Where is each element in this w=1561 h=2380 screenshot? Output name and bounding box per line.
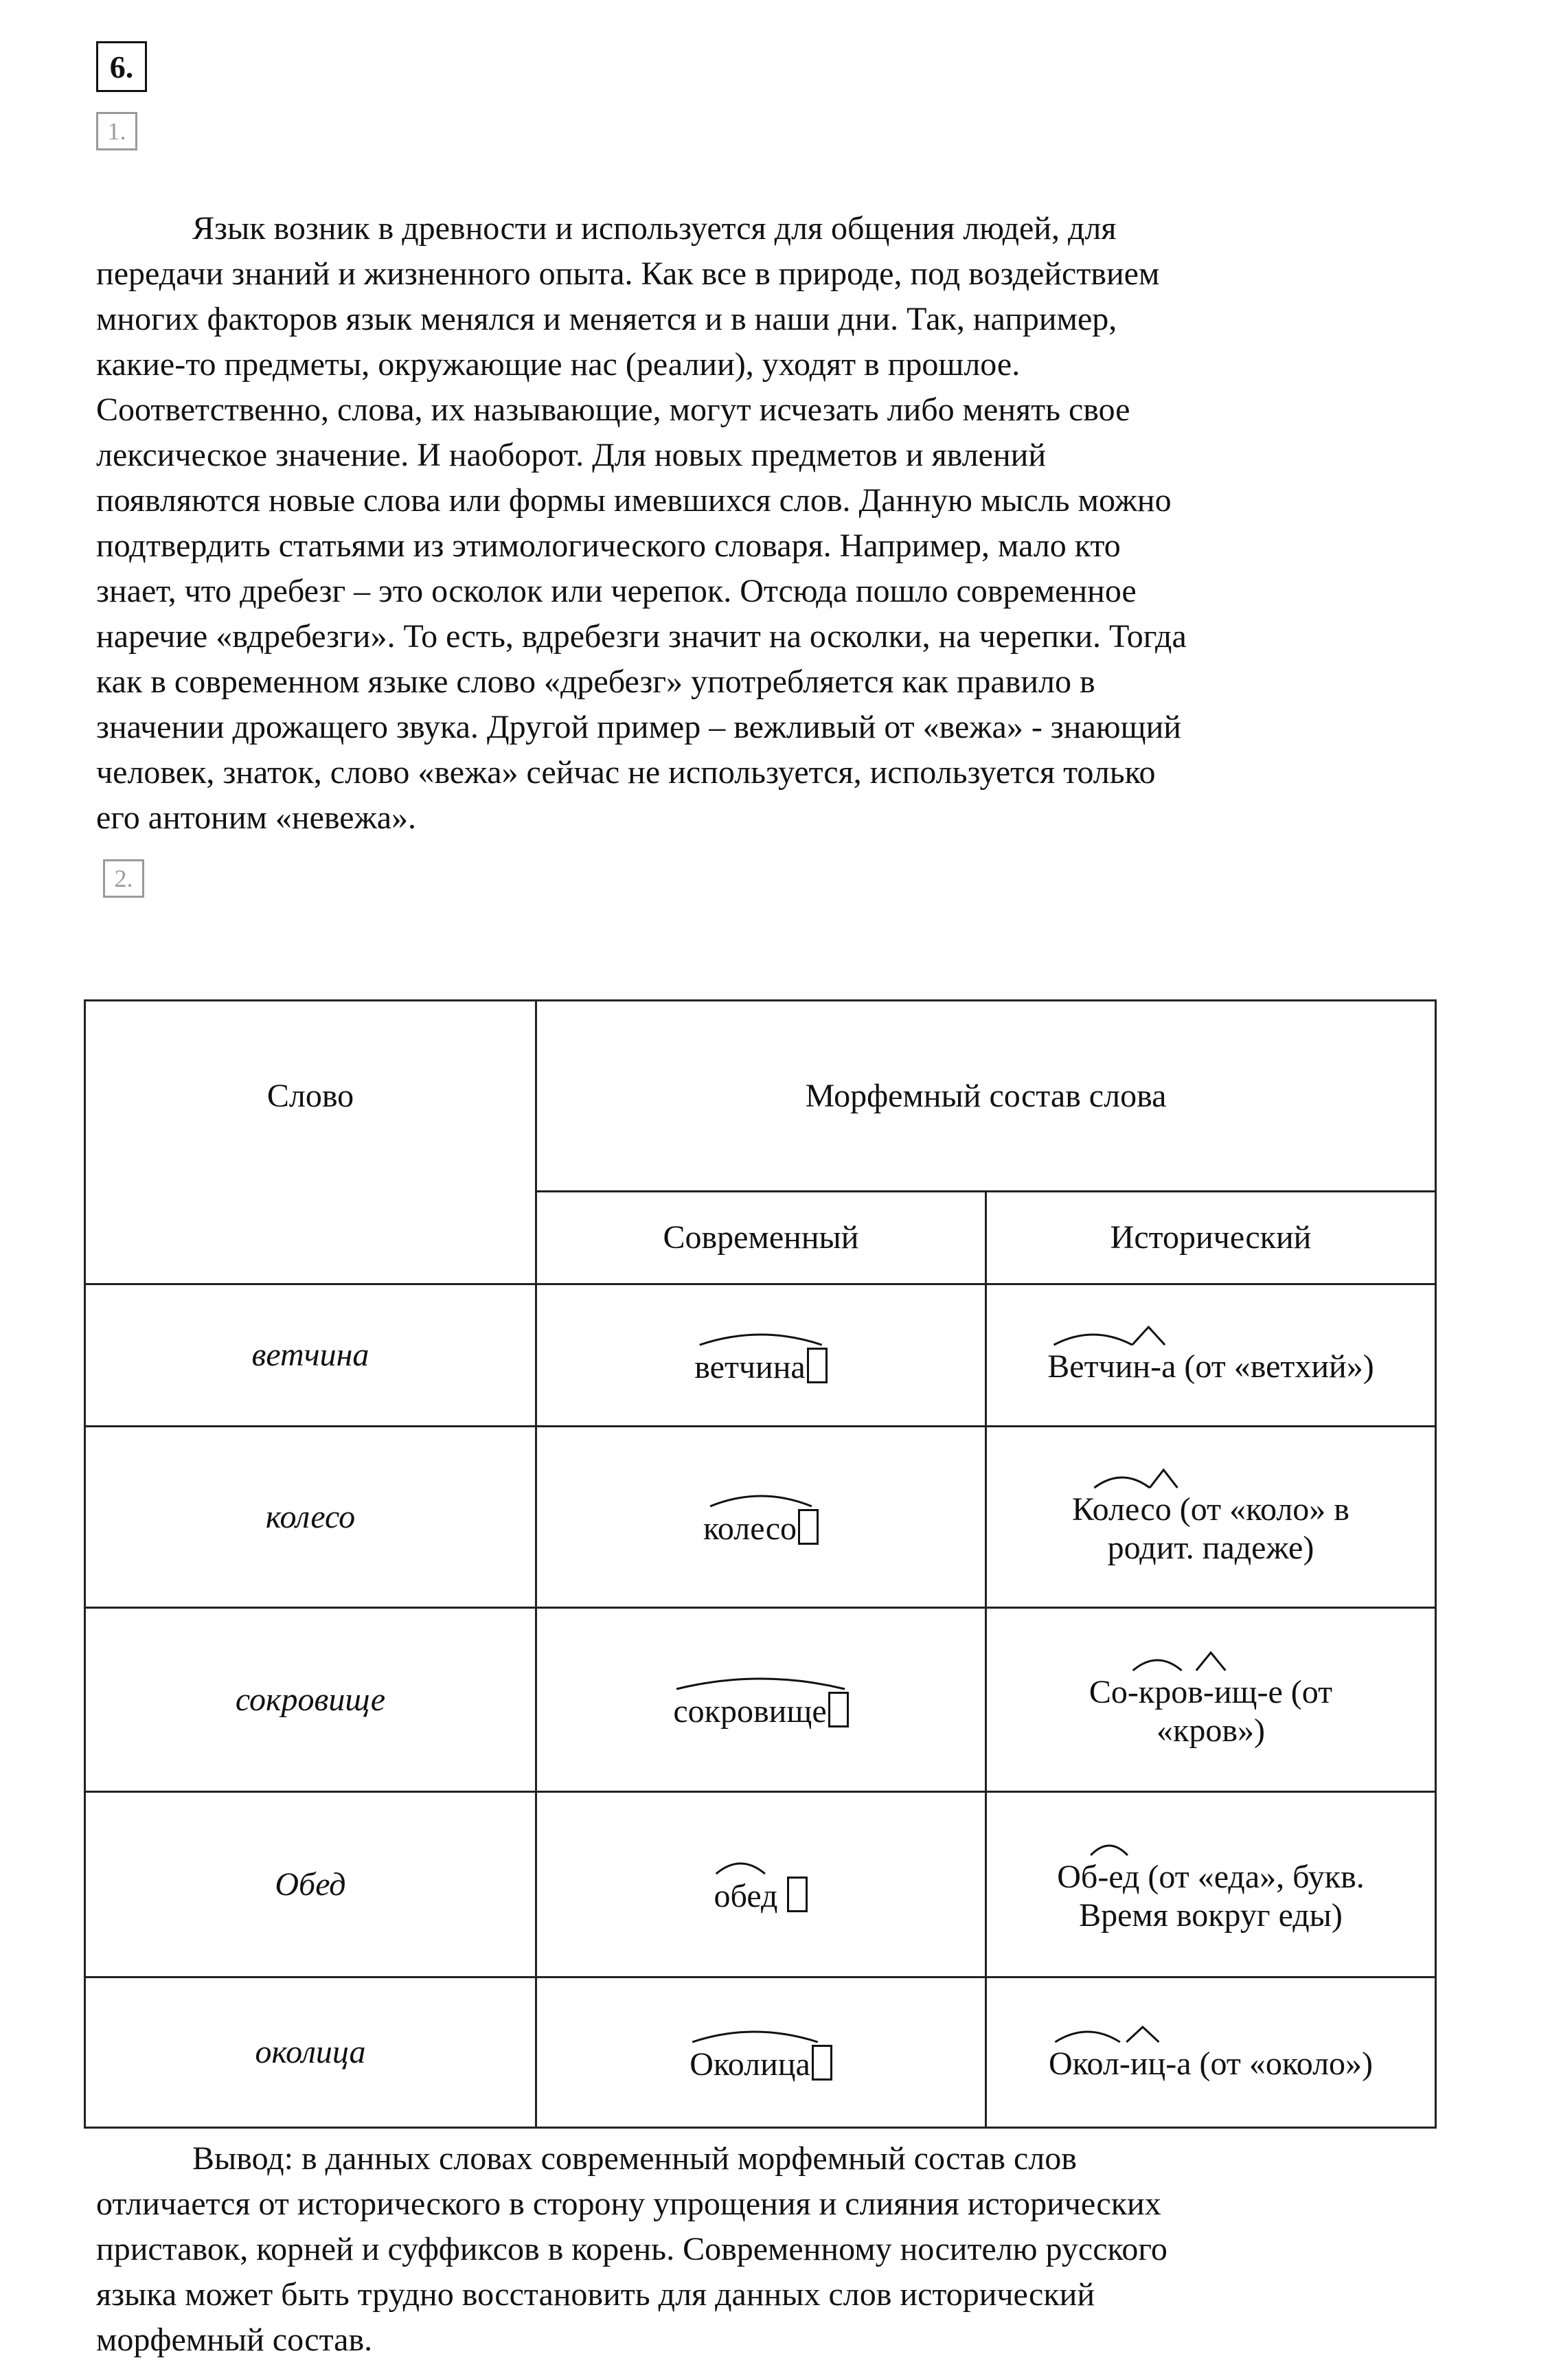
root-arc-mark [1057, 1835, 1364, 1858]
text-line: морфемный состав. [96, 2322, 373, 2358]
table-header-row [85, 1001, 1436, 1192]
word-text: околица [255, 2034, 366, 2070]
header-composition: Морфемный состав слова [536, 1001, 1436, 1192]
root-arc-mark [1047, 1324, 1374, 1348]
text-line: Вывод: в данных словах современный морфемный состав слов [192, 2140, 1077, 2177]
part-2-label: 2. [103, 859, 144, 898]
part-1-label: 1. [96, 112, 137, 150]
modern-cell [536, 1792, 986, 1977]
modern-text: Околица [690, 2045, 810, 2083]
historical-morphemes [1047, 1324, 1374, 1386]
historical-text-line: родит. падеже) [1107, 1529, 1314, 1566]
root-arc-mark [694, 1324, 827, 1348]
root-arc-mark [673, 1668, 848, 1692]
historical-text [1057, 1858, 1364, 1935]
modern-morphemes [690, 2021, 832, 2084]
word-cell [85, 1977, 536, 2128]
root-arc-mark [690, 2021, 832, 2045]
text-line: многих факторов язык менялся и меняется и в наши дни. Так, например, [96, 301, 1117, 337]
text-line: Соответственно, слова, их называющие, могут исчезать либо менять свое [96, 392, 1130, 428]
modern-morphemes [694, 1324, 827, 1387]
modern-morphemes [673, 1668, 848, 1731]
modern-cell [536, 1608, 986, 1792]
historical-morphemes [1089, 1650, 1332, 1750]
historical-morphemes [1049, 2021, 1373, 2083]
text-line: передачи знаний и жизненного опыта. Как все в природе, под воздействием [96, 256, 1160, 292]
word-text: сокровище [235, 1681, 386, 1718]
historical-text-line: Колесо (от «коло» в [1072, 1491, 1349, 1528]
text-line: как в современном языке слово «дребезг» употребляется как правило в [96, 664, 1095, 700]
root-arc-mark [714, 1853, 808, 1877]
modern-morphemes [714, 1853, 808, 1916]
ending-box-mark [787, 1877, 808, 1912]
historical-text-line: Со-кров-ищ-е (от [1089, 1673, 1333, 1710]
table-row [85, 1284, 1436, 1427]
conclusion-text [96, 2136, 1470, 2363]
root-arc-mark [703, 1486, 819, 1509]
modern-morphemes [703, 1486, 819, 1548]
table-row [85, 1427, 1436, 1608]
morpheme-table [84, 999, 1437, 2129]
text-line: значении дрожащего звука. Другой пример – вежливый от «вежа» - знающий [96, 709, 1181, 745]
subheader-historical: Исторический [986, 1192, 1436, 1284]
historical-text: Ветчин-а (от «ветхий») [1047, 1348, 1374, 1385]
text-line: языка может быть трудно восстановить для данных слов исторический [96, 2276, 1095, 2313]
modern-cell [536, 1427, 986, 1608]
ending-box-mark [798, 1509, 819, 1545]
root-arc-mark [1089, 1650, 1332, 1673]
subheader-modern: Современный [536, 1192, 986, 1284]
exercise-number: 6. [96, 41, 147, 92]
header-word: Слово [85, 1001, 536, 1284]
historical-text [1089, 1673, 1332, 1750]
text-line: знает, что дребезг – это осколок или черепок. Отсюда пошло современное [96, 573, 1137, 609]
historical-text-line: Об-ед (от «еда», букв. [1057, 1858, 1365, 1895]
modern-text: колесо [703, 1510, 797, 1547]
text-line: приставок, корней и суффиксов в корень. Современному носителю русского [96, 2231, 1167, 2267]
table-row [85, 1608, 1436, 1792]
word-cell [85, 1284, 536, 1427]
modern-cell [536, 1284, 986, 1427]
root-arc-mark [1049, 2021, 1373, 2045]
word-cell [85, 1608, 536, 1792]
root-arc-mark [1072, 1467, 1349, 1491]
text-line: Язык возник в древности и используется для общения людей, для [192, 210, 1117, 247]
historical-text-line: «кров») [1156, 1712, 1265, 1749]
text-line: лексическое значение. И наоборот. Для новых предметов и явлений [96, 437, 1047, 473]
part-1-text [96, 206, 1459, 841]
table-row [85, 1977, 1436, 2128]
historical-cell [986, 1792, 1436, 1977]
historical-cell [986, 1284, 1436, 1427]
modern-cell [536, 1977, 986, 2128]
modern-text: обед [714, 1878, 778, 1914]
table-row [85, 1792, 1436, 1977]
historical-cell [986, 1608, 1436, 1792]
ending-box-mark [828, 1692, 849, 1727]
word-text: колесо [265, 1498, 356, 1535]
text-line: появляются новые слова или формы имевшихся слов. Данную мысль можно [96, 482, 1172, 519]
text-line: подтвердить статьями из этимологического словаря. Например, мало кто [96, 528, 1121, 564]
modern-text: сокровище [673, 1693, 827, 1730]
text-line: его антоним «невежа». [96, 800, 417, 836]
historical-text-line: Время вокруг еды) [1079, 1896, 1343, 1934]
ending-box-mark [807, 1348, 828, 1383]
word-text: Обед [275, 1866, 346, 1903]
modern-text: ветчина [694, 1348, 806, 1385]
historical-cell [986, 1977, 1436, 2128]
historical-morphemes [1057, 1835, 1364, 1935]
historical-cell [986, 1427, 1436, 1608]
historical-text: Окол-иц-а (от «около») [1048, 2045, 1374, 2082]
text-line: человек, знаток, слово «вежа» сейчас не используется, используется только [96, 754, 1156, 791]
text-line: отличается от исторического в сторону упрощения и слияния исторических [96, 2186, 1161, 2222]
text-line: наречие «вдребезги». То есть, вдребезги значит на осколки, на черепки. Тогда [96, 618, 1187, 655]
word-cell [85, 1792, 536, 1977]
text-line: какие-то предметы, окружающие нас (реалии), уходят в прошлое. [96, 346, 1021, 383]
word-cell [85, 1427, 536, 1608]
historical-morphemes [1072, 1467, 1349, 1567]
ending-box-mark [812, 2045, 832, 2081]
historical-text [1072, 1491, 1349, 1567]
word-text: ветчина [251, 1337, 369, 1373]
